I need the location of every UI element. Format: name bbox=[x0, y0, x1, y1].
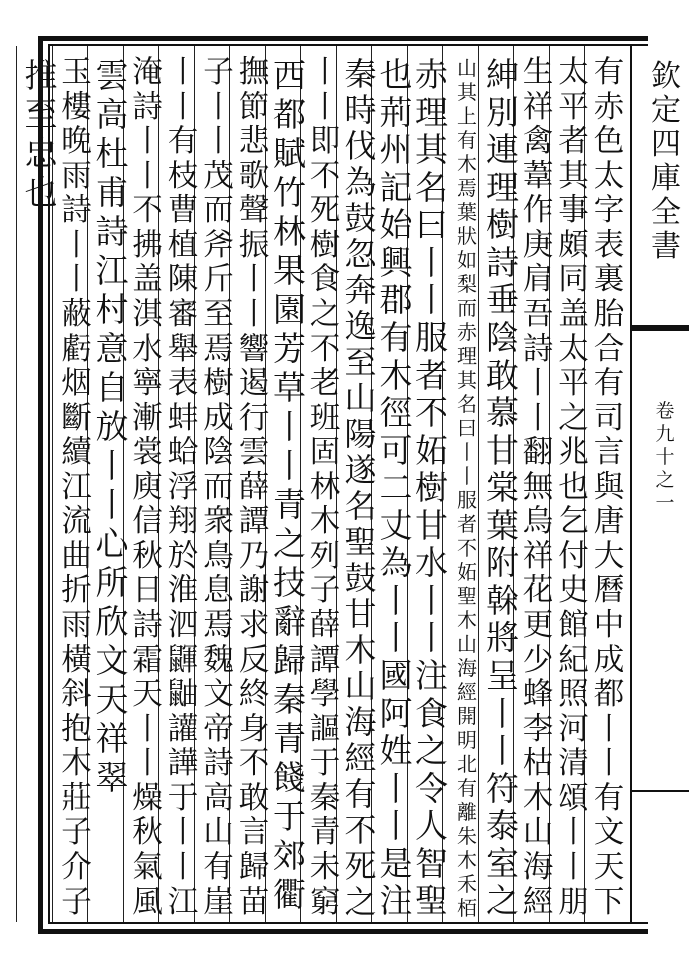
column-rule bbox=[16, 46, 17, 922]
text-column: 也 荊 州 記 始 興 郡 有 木 徑 可 二 丈 為 丨 丨 國 阿 姓 丨 丨 是 注 bbox=[379, 55, 413, 921]
text-column: 子 丨 丨 茂 而 斧 斤 至 焉 樹 成 陰 而 衆 鳥 息 焉 魏 文 帝 詩 高 山 有 崖 bbox=[203, 55, 234, 920]
text-column: 丨 丨 即 不 死 樹 食 之 不 老 班 固 林 木 列 子 薛 譚 學 謳 于 秦 青 未 窮 bbox=[309, 55, 341, 920]
text-column: 撫 節 悲 歌 聲 振 丨 丨 響 遏 行 雲 薛 譚 乃 謝 求 反 終 身 不 敢 言 歸 苗 bbox=[238, 55, 270, 920]
text-column: 雲 高 杜 甫 詩 江 村 意 自 放 丨 丨 心 所 欣 文 天 祥 翠 bbox=[95, 56, 129, 797]
text-column: 淹 詩 丨 丨 不 拂 盖 淇 水 寧 漸 裳 庾 信 秋 日 詩 霜 天 丨 丨 燥 秋 氣 風 bbox=[132, 55, 163, 920]
text-column: 山 其 上 有 木 焉 葉 狀 如 梨 而 赤 理 其 名 曰 丨 丨 服 者 不 妬 聖 木 山 海 經 開 明 北 有 離 朱 木 禾 栢 bbox=[457, 56, 477, 920]
text-column: 玉 樓 晚 雨 詩 丨 丨 蔽 虧 烟 斷 續 江 流 曲 折 雨 橫 斜 抱 木 莊 子 介 子 bbox=[61, 55, 92, 920]
margin-divider bbox=[630, 790, 689, 792]
margin-fish-tail bbox=[630, 325, 689, 331]
text-column: 推 至 忠 也 bbox=[24, 56, 58, 212]
text-column: 紳 別 連 理 樹 詩 垂 陰 敢 慕 甘 棠 葉 附 榦 將 呈 丨 丨 符 泰 室 之 bbox=[486, 55, 519, 921]
text-column: 有 赤 色 太 字 表 裏 胎 合 有 司 言 與 唐 大 曆 中 成 都 丨 丨 有 文 天 下 bbox=[593, 55, 625, 920]
text-column: 赤 理 其 名 曰 丨 丨 服 者 不 妬 樹 甘 水 丨 丨 注 食 之 令 人 智 聖 bbox=[415, 55, 448, 921]
text-column: 生 祥 禽 葦 作 庚 肩 吾 詩 丨 丨 翻 無 烏 祥 花 更 少 蜂 李 枯 木 山 海 經 bbox=[522, 55, 554, 920]
text-column: 秦 時 伐 為 鼓 忽 奔 逸 至 山 陽 遂 名 聖 鼓 甘 木 山 海 經 有 不 死 之 bbox=[344, 55, 377, 921]
text-column: 西 都 賦 竹 林 果 園 芳 草 丨 丨 青 之 技 辭 歸 秦 青 餞 于 郊 衢 bbox=[273, 56, 306, 914]
text-column: 太 平 者 其 事 頗 同 盖 太 平 之 兆 也 乞 付 史 館 紀 照 河 清 頌 丨 丨 朋 bbox=[558, 55, 589, 920]
book-title: 欽 定 四 庫 全 書 bbox=[651, 59, 681, 264]
volume-label: 卷 九 十 之 一 bbox=[655, 400, 675, 514]
text-column: 丨 丨 有 枝 曹 植 陳 審 舉 表 蚌 蛤 浮 翔 於 淮 泗 鼲 鼬 讙 譁 于 丨 丨 江 bbox=[167, 55, 199, 920]
